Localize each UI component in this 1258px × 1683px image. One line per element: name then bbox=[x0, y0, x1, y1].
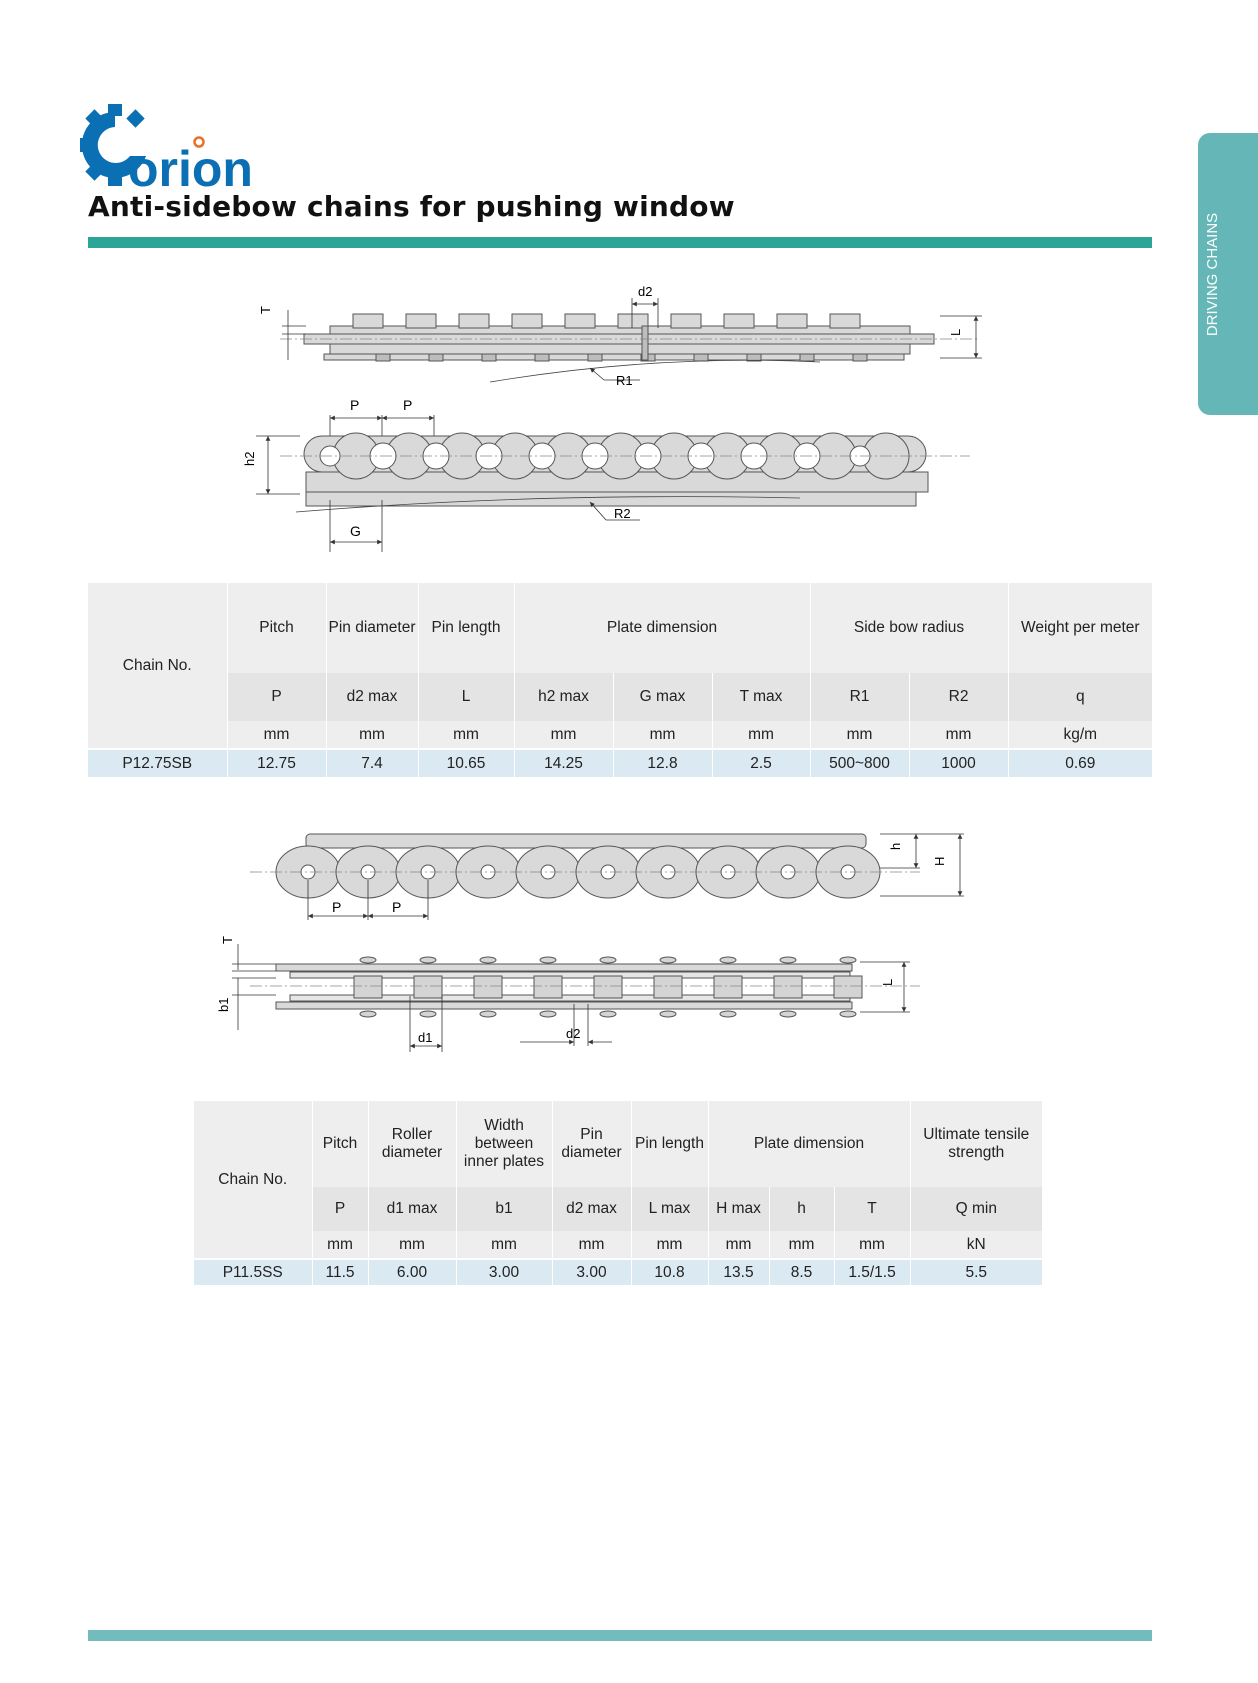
unit-cell: mm bbox=[227, 721, 326, 749]
unit-cell: mm bbox=[708, 1231, 769, 1259]
label-L: L bbox=[880, 978, 895, 986]
label-P-2: P bbox=[392, 899, 402, 915]
chain-no-header: Chain No. bbox=[194, 1101, 312, 1259]
footer-divider bbox=[88, 1630, 1152, 1641]
value-cell: 8.5 bbox=[769, 1259, 834, 1285]
unit-cell: mm bbox=[712, 721, 810, 749]
unit-cell: mm bbox=[368, 1231, 456, 1259]
side-tab-label: DRIVING CHAINS bbox=[1204, 212, 1222, 336]
pin-head bbox=[360, 957, 376, 963]
pin-head bbox=[660, 957, 676, 963]
pin-head bbox=[720, 957, 736, 963]
value-cell: 0.69 bbox=[1008, 749, 1152, 777]
pin-length-header: Pin length bbox=[631, 1101, 708, 1187]
chain-no-cell: P11.5SS bbox=[194, 1259, 312, 1285]
label-R2: R2 bbox=[614, 506, 631, 521]
pin-head bbox=[480, 1011, 496, 1017]
label-d2: d2 bbox=[566, 1026, 581, 1041]
label-h: h bbox=[888, 842, 903, 850]
symbol-cell: d1 max bbox=[368, 1187, 456, 1231]
value-cell: 6.00 bbox=[368, 1259, 456, 1285]
unit-cell: kg/m bbox=[1008, 721, 1152, 749]
value-cell: 10.8 bbox=[631, 1259, 708, 1285]
unit-cell: kN bbox=[910, 1231, 1042, 1259]
chain-top-view bbox=[304, 326, 934, 360]
unit-cell: mm bbox=[326, 721, 418, 749]
unit-cell: mm bbox=[834, 1231, 910, 1259]
roller-chain-diagram bbox=[216, 820, 980, 1060]
symbol-cell: R2 bbox=[909, 673, 1008, 721]
value-cell: 2.5 bbox=[712, 749, 810, 777]
chain-no-cell: P12.75SB bbox=[88, 749, 227, 777]
unit-cell: mm bbox=[769, 1231, 834, 1259]
table-row bbox=[194, 1259, 1042, 1285]
label-G: G bbox=[350, 523, 361, 539]
label-h2: h2 bbox=[242, 451, 257, 466]
chain-roller bbox=[474, 976, 502, 998]
chain-pin bbox=[429, 354, 443, 361]
pin-head bbox=[420, 1011, 436, 1017]
chain-roller bbox=[714, 976, 742, 998]
chain-no-header: Chain No. bbox=[88, 583, 227, 749]
chain-roller bbox=[834, 976, 862, 998]
label-d2: d2 bbox=[638, 284, 653, 299]
chain-lug bbox=[406, 314, 436, 328]
value-cell: 14.25 bbox=[514, 749, 613, 777]
value-cell: 500~800 bbox=[810, 749, 909, 777]
symbol-cell: R1 bbox=[810, 673, 909, 721]
side-bow-radius-header: Side bow radius bbox=[810, 583, 1008, 673]
value-cell: 3.00 bbox=[456, 1259, 552, 1285]
pin-head bbox=[720, 1011, 736, 1017]
symbol-cell: T bbox=[834, 1187, 910, 1231]
plate-dimension-header: Plate dimension bbox=[708, 1101, 910, 1187]
brand-name: orion bbox=[128, 141, 253, 197]
spec-table-p11-5ss bbox=[194, 1101, 1042, 1285]
symbol-cell: L max bbox=[631, 1187, 708, 1231]
symbol-cell: h bbox=[769, 1187, 834, 1231]
side-tab[interactable] bbox=[1198, 133, 1258, 415]
width-between-inner-plates-header: Width between inner plates bbox=[456, 1101, 552, 1187]
value-cell: 10.65 bbox=[418, 749, 514, 777]
label-T: T bbox=[258, 306, 273, 314]
label-d1: d1 bbox=[418, 1030, 433, 1045]
header-divider bbox=[88, 237, 1152, 248]
symbol-cell: P bbox=[227, 673, 326, 721]
chain-pin bbox=[535, 354, 549, 361]
chain-lug bbox=[724, 314, 754, 328]
symbol-cell: T max bbox=[712, 673, 810, 721]
pin-head bbox=[660, 1011, 676, 1017]
label-P-2: P bbox=[403, 397, 413, 413]
chain-roller bbox=[774, 976, 802, 998]
chain-roller bbox=[354, 976, 382, 998]
value-cell: 7.4 bbox=[326, 749, 418, 777]
pin-diameter-header: Pin diameter bbox=[326, 583, 418, 673]
unit-cell: mm bbox=[418, 721, 514, 749]
pin-length-header: Pin length bbox=[418, 583, 514, 673]
chain-side-view bbox=[304, 433, 928, 506]
unit-cell: mm bbox=[631, 1231, 708, 1259]
chain-pin bbox=[853, 354, 867, 361]
chain-roller bbox=[414, 976, 442, 998]
unit-cell: mm bbox=[909, 721, 1008, 749]
symbol-cell: q bbox=[1008, 673, 1152, 721]
value-cell: 12.75 bbox=[227, 749, 326, 777]
label-P-1: P bbox=[350, 397, 360, 413]
symbol-cell: G max bbox=[613, 673, 712, 721]
pin-head bbox=[540, 1011, 556, 1017]
pin-head bbox=[840, 957, 856, 963]
symbol-cell: L bbox=[418, 673, 514, 721]
pin-head bbox=[780, 1011, 796, 1017]
plate-dimension-header: Plate dimension bbox=[514, 583, 810, 673]
chain-lug bbox=[777, 314, 807, 328]
label-T: T bbox=[220, 936, 235, 944]
unit-cell: mm bbox=[312, 1231, 368, 1259]
pitch-header: Pitch bbox=[227, 583, 326, 673]
value-cell: 1.5/1.5 bbox=[834, 1259, 910, 1285]
unit-cell: mm bbox=[613, 721, 712, 749]
pin-head bbox=[540, 957, 556, 963]
label-R1: R1 bbox=[616, 373, 633, 388]
pitch-header: Pitch bbox=[312, 1101, 368, 1187]
symbol-cell: h2 max bbox=[514, 673, 613, 721]
chain-lug bbox=[565, 314, 595, 328]
pin-head bbox=[600, 957, 616, 963]
chain-roller bbox=[594, 976, 622, 998]
spec-table-p12-75sb bbox=[88, 583, 1152, 777]
anti-sidebow-chain-diagram bbox=[240, 270, 1000, 570]
chain-pin bbox=[800, 354, 814, 361]
table-row bbox=[88, 749, 1152, 777]
unit-cell: mm bbox=[810, 721, 909, 749]
pin-head bbox=[780, 957, 796, 963]
value-cell: 11.5 bbox=[312, 1259, 368, 1285]
value-cell: 1000 bbox=[909, 749, 1008, 777]
value-cell: 13.5 bbox=[708, 1259, 769, 1285]
chain-pin bbox=[694, 354, 708, 361]
chain-roller bbox=[654, 976, 682, 998]
pin-head bbox=[360, 1011, 376, 1017]
value-cell: 3.00 bbox=[552, 1259, 631, 1285]
unit-cell: mm bbox=[514, 721, 613, 749]
pin-head bbox=[600, 1011, 616, 1017]
page-title: Anti-sidebow chains for pushing window bbox=[88, 190, 735, 223]
symbol-cell: b1 bbox=[456, 1187, 552, 1231]
symbol-cell: P bbox=[312, 1187, 368, 1231]
chain-roller bbox=[534, 976, 562, 998]
ultimate-tensile-strength-header: Ultimate tensile strength bbox=[910, 1101, 1042, 1187]
unit-cell: mm bbox=[552, 1231, 631, 1259]
weight-per-meter-header: Weight per meter bbox=[1008, 583, 1152, 673]
chain-lug bbox=[671, 314, 701, 328]
label-L: L bbox=[948, 328, 963, 336]
chain-lug bbox=[512, 314, 542, 328]
orion-logo bbox=[80, 104, 280, 197]
chain-lug bbox=[459, 314, 489, 328]
pin-diameter-header: Pin diameter bbox=[552, 1101, 631, 1187]
chain-pin bbox=[482, 354, 496, 361]
value-cell: 5.5 bbox=[910, 1259, 1042, 1285]
symbol-cell: d2 max bbox=[552, 1187, 631, 1231]
chain-pin bbox=[376, 354, 390, 361]
label-H: H bbox=[932, 856, 947, 866]
pin-head bbox=[480, 957, 496, 963]
roller-diameter-header: Roller diameter bbox=[368, 1101, 456, 1187]
label-b1: b1 bbox=[216, 997, 231, 1012]
chain-lug bbox=[830, 314, 860, 328]
value-cell: 12.8 bbox=[613, 749, 712, 777]
symbol-cell: d2 max bbox=[326, 673, 418, 721]
symbol-cell: H max bbox=[708, 1187, 769, 1231]
symbol-cell: Q min bbox=[910, 1187, 1042, 1231]
pin-head bbox=[840, 1011, 856, 1017]
unit-cell: mm bbox=[456, 1231, 552, 1259]
chain-pin bbox=[588, 354, 602, 361]
chain-top-view bbox=[276, 957, 862, 1017]
label-P-1: P bbox=[332, 899, 342, 915]
pin-head bbox=[420, 957, 436, 963]
chain-side-view bbox=[276, 834, 880, 898]
chain-lug bbox=[353, 314, 383, 328]
